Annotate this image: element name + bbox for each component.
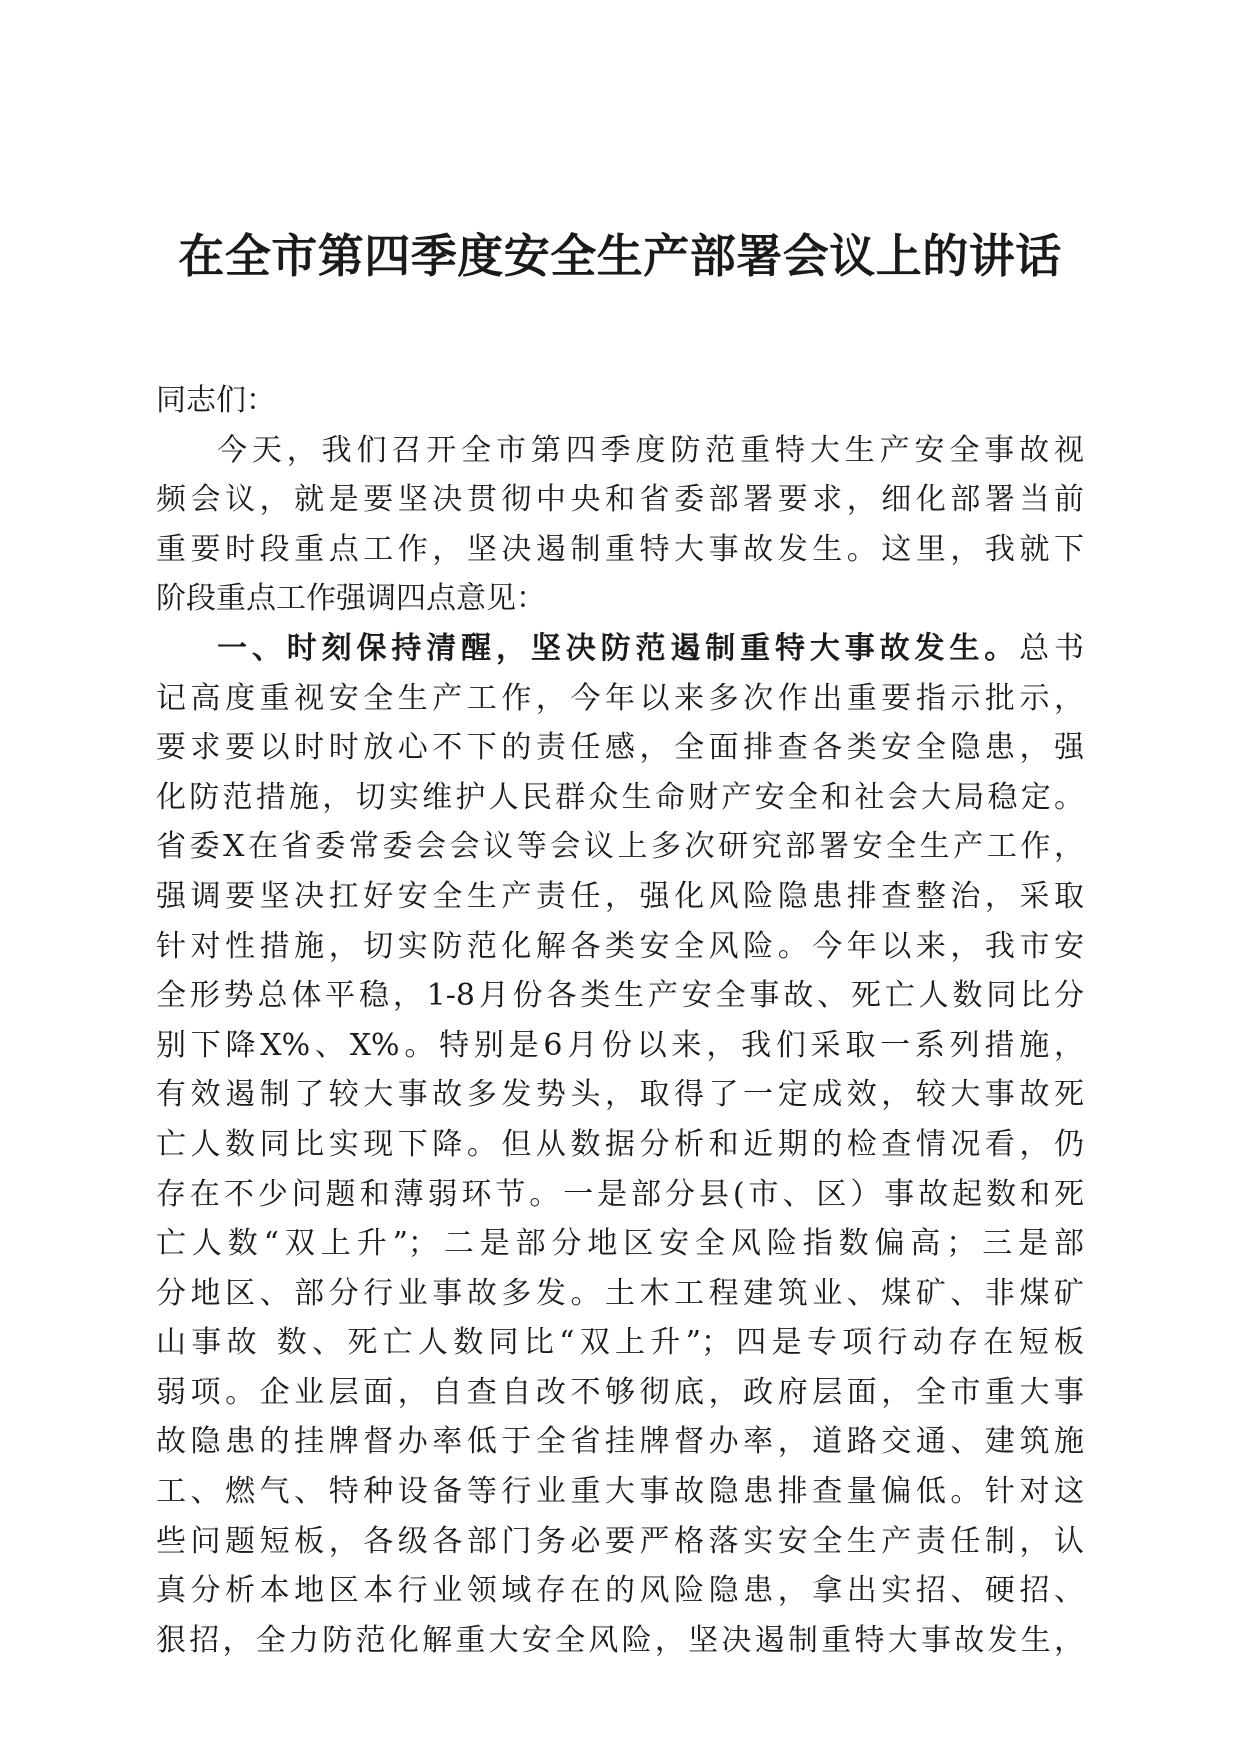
- document-title: 在全市第四季度安全生产部署会议上的讲话: [178, 229, 1062, 283]
- text-line: 化防范措施，切实维护人民群众生命财产安全和社会大局稳定。: [156, 779, 1084, 815]
- text-line: 针对性措施，切实防范化解各类安全风险。今年以来，我市安: [156, 928, 1084, 964]
- text-line: 分地区、部分行业事故多发。土木工程建筑业、煤矿、非煤矿: [156, 1275, 1084, 1311]
- text-line: 狠招，全力防范化解重大安全风险，坚决遏制重特大事故发生，: [156, 1622, 1084, 1658]
- salutation: 同志们：: [156, 383, 276, 418]
- text-line: 今天，我们召开全市第四季度防范重特大生产安全事故视: [217, 432, 1084, 468]
- text-line: 工、燃气、特种设备等行业重大事故隐患排查量偏低。针对这: [156, 1474, 1084, 1510]
- section-1-lead-text: 总书: [1019, 630, 1084, 666]
- text-line: 省委X在省委常委会会议等会议上多次研究部署安全生产工作，: [156, 829, 1084, 865]
- section-1-paragraph: [156, 624, 1084, 1665]
- text-line: 强调要坚决扛好安全生产责任，强化风险隐患排查整治，采取: [156, 878, 1084, 914]
- text-line: 要求要以时时放心不下的责任感，全面排查各类安全隐患，强: [156, 730, 1084, 766]
- text-line: 故隐患的挂牌督办率低于全省挂牌督办率，道路交通、建筑施: [156, 1424, 1084, 1460]
- text-line: 频会议，就是要坚决贯彻中央和省委部署要求，细化部署当前: [156, 482, 1084, 518]
- text-line: 全形势总体平稳，1-8月份各类生产安全事故、死亡人数同比分: [156, 978, 1084, 1014]
- text-line: 阶段重点工作强调四点意见：: [156, 581, 546, 617]
- document-body: [156, 376, 1084, 1665]
- section-1-heading: 一、时刻保持清醒，坚决防范遏制重特大事故发生。: [217, 630, 1020, 666]
- text-line: 真分析本地区本行业领域存在的风险隐患，拿出实招、硬招、: [156, 1573, 1084, 1609]
- text-line: 重要时段重点工作，坚决遏制重特大事故发生。这里，我就下: [156, 531, 1084, 567]
- text-line: 山事故 数、死亡人数同比“双上升”；四是专项行动存在短板: [156, 1325, 1084, 1361]
- text-line: 些问题短板，各级各部门务必要严格落实安全生产责任制，认: [156, 1523, 1084, 1559]
- intro-paragraph: [156, 426, 1084, 624]
- text-line: 记高度重视安全生产工作，今年以来多次作出重要指示批示，: [156, 680, 1084, 716]
- text-line: 别下降X%、X%。特别是6月份以来，我们采取一系列措施，: [156, 1027, 1084, 1063]
- text-line: 存在不少问题和薄弱环节。一是部分县(市、区）事故起数和死: [156, 1176, 1084, 1212]
- text-line: [156, 624, 1084, 674]
- text-line: 亡人数“双上升”；二是部分地区安全风险指数偏高；三是部: [156, 1226, 1084, 1262]
- text-line: 有效遏制了较大事故多发势头，取得了一定成效，较大事故死: [156, 1077, 1084, 1113]
- text-line: 弱项。企业层面，自查自改不够彻底，政府层面，全市重大事: [156, 1374, 1084, 1410]
- text-line: 亡人数同比实现下降。但从数据分析和近期的检查情况看，仍: [156, 1126, 1084, 1162]
